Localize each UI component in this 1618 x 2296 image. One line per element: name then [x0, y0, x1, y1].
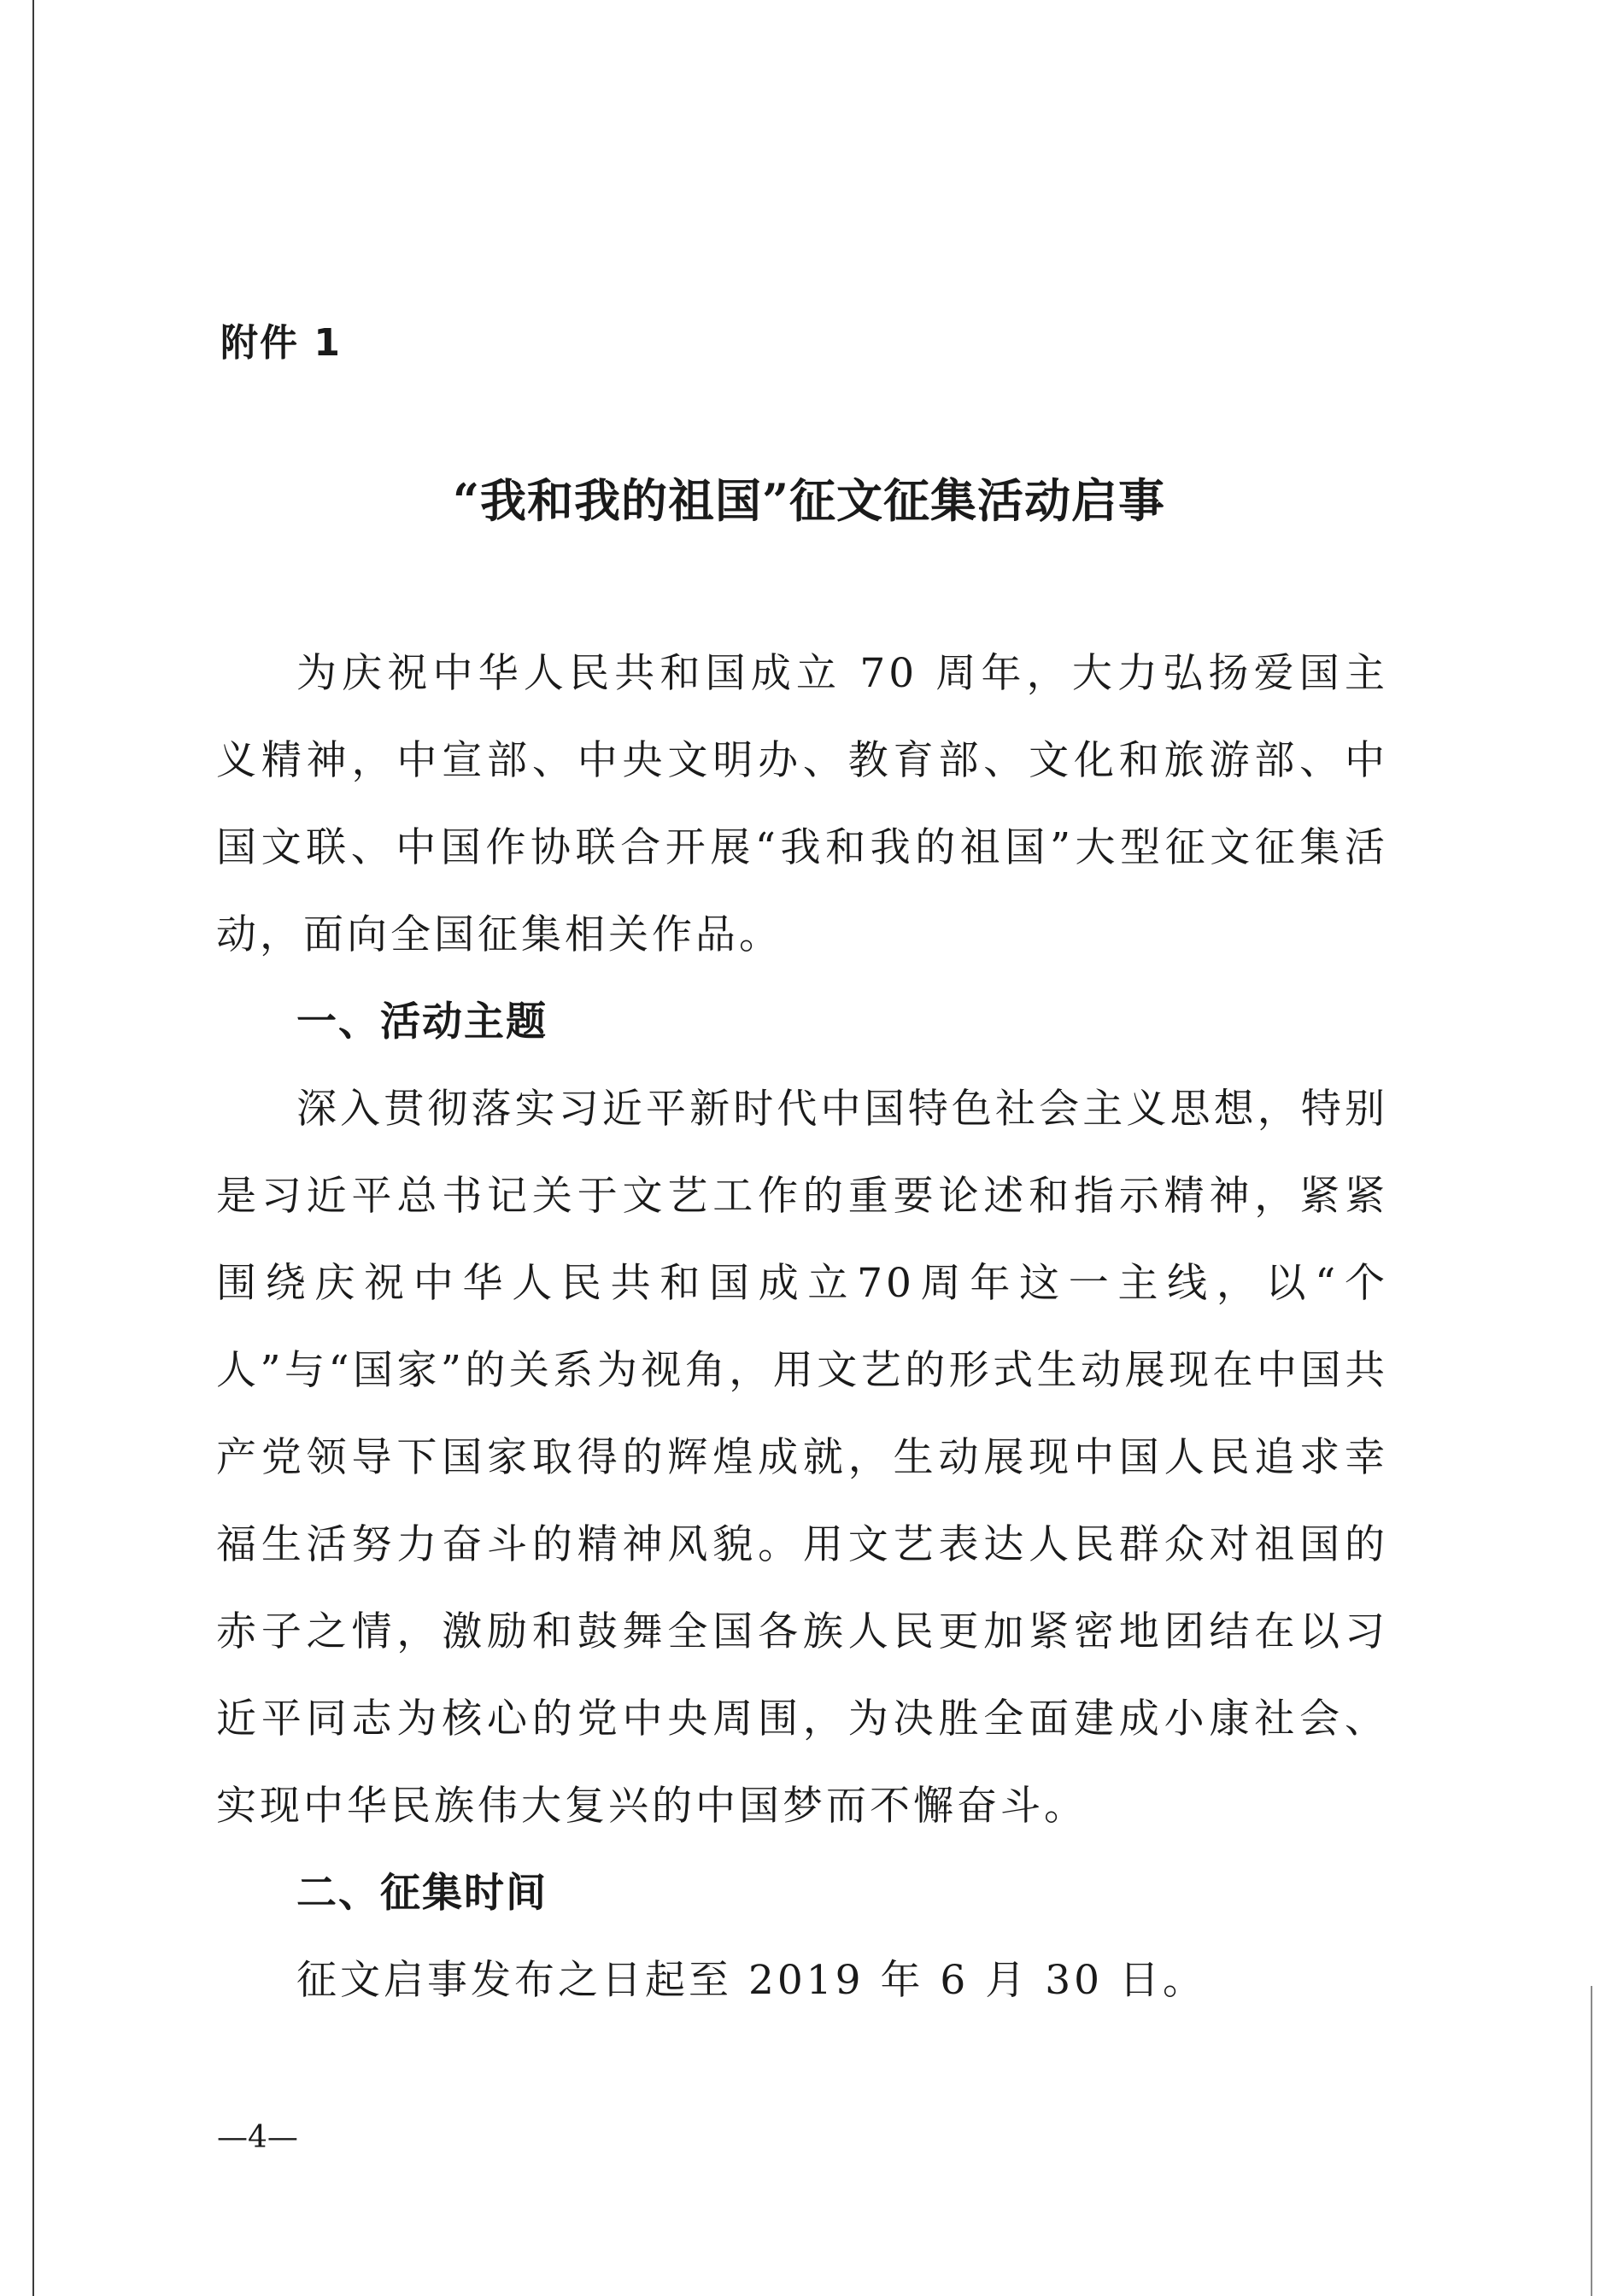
intro-paragraph: 为庆祝中华人民共和国成立 70 周年，大力弘扬爱国主义精神，中宣部、中央文明办、教育部、文化和旅游部、中国文联、中国作协联合开展“我和我的祖国”大型征文征集活动，面向全国征集相关作品。 [216, 650, 1388, 958]
section-heading-time: 二、征集时间 [296, 1870, 548, 1917]
scan-edge-left [32, 0, 34, 2296]
scan-edge-right [1591, 1986, 1592, 2296]
document-body [216, 630, 1388, 2024]
attachment-label: 附件 1 [220, 321, 342, 365]
section-paragraph-time: 征文启事发布之日起至 2019 年 6 月 30 日。 [296, 1957, 1206, 2004]
page-number: —4— [217, 2120, 298, 2155]
document-title: “我和我的祖国”征文征集活动启事 [452, 473, 1166, 528]
section-heading-theme: 一、活动主题 [296, 999, 548, 1046]
section-paragraph-theme: 深入贯彻落实习近平新时代中国特色社会主义思想，特别是习近平总书记关于文艺工作的重要论述和指示精神，紧紧围绕庆祝中华人民共和国成立70周年这一主线，以“个人”与“国家”的关系为视角，用文艺的形式生动展现在中国共产党领导下国家取得的辉煌成就，生动展现中国人民追求幸福生活努力奋斗的精神风貌。用文艺表达人民群众对祖国的赤子之情，激励和鼓舞全国各族人民更加紧密地团结在以习近平同志为核心的党中央周围，为决胜全面建成小康社会、实现中华民族伟大复兴的中国梦而不懈奋斗。 [216, 1086, 1388, 1830]
